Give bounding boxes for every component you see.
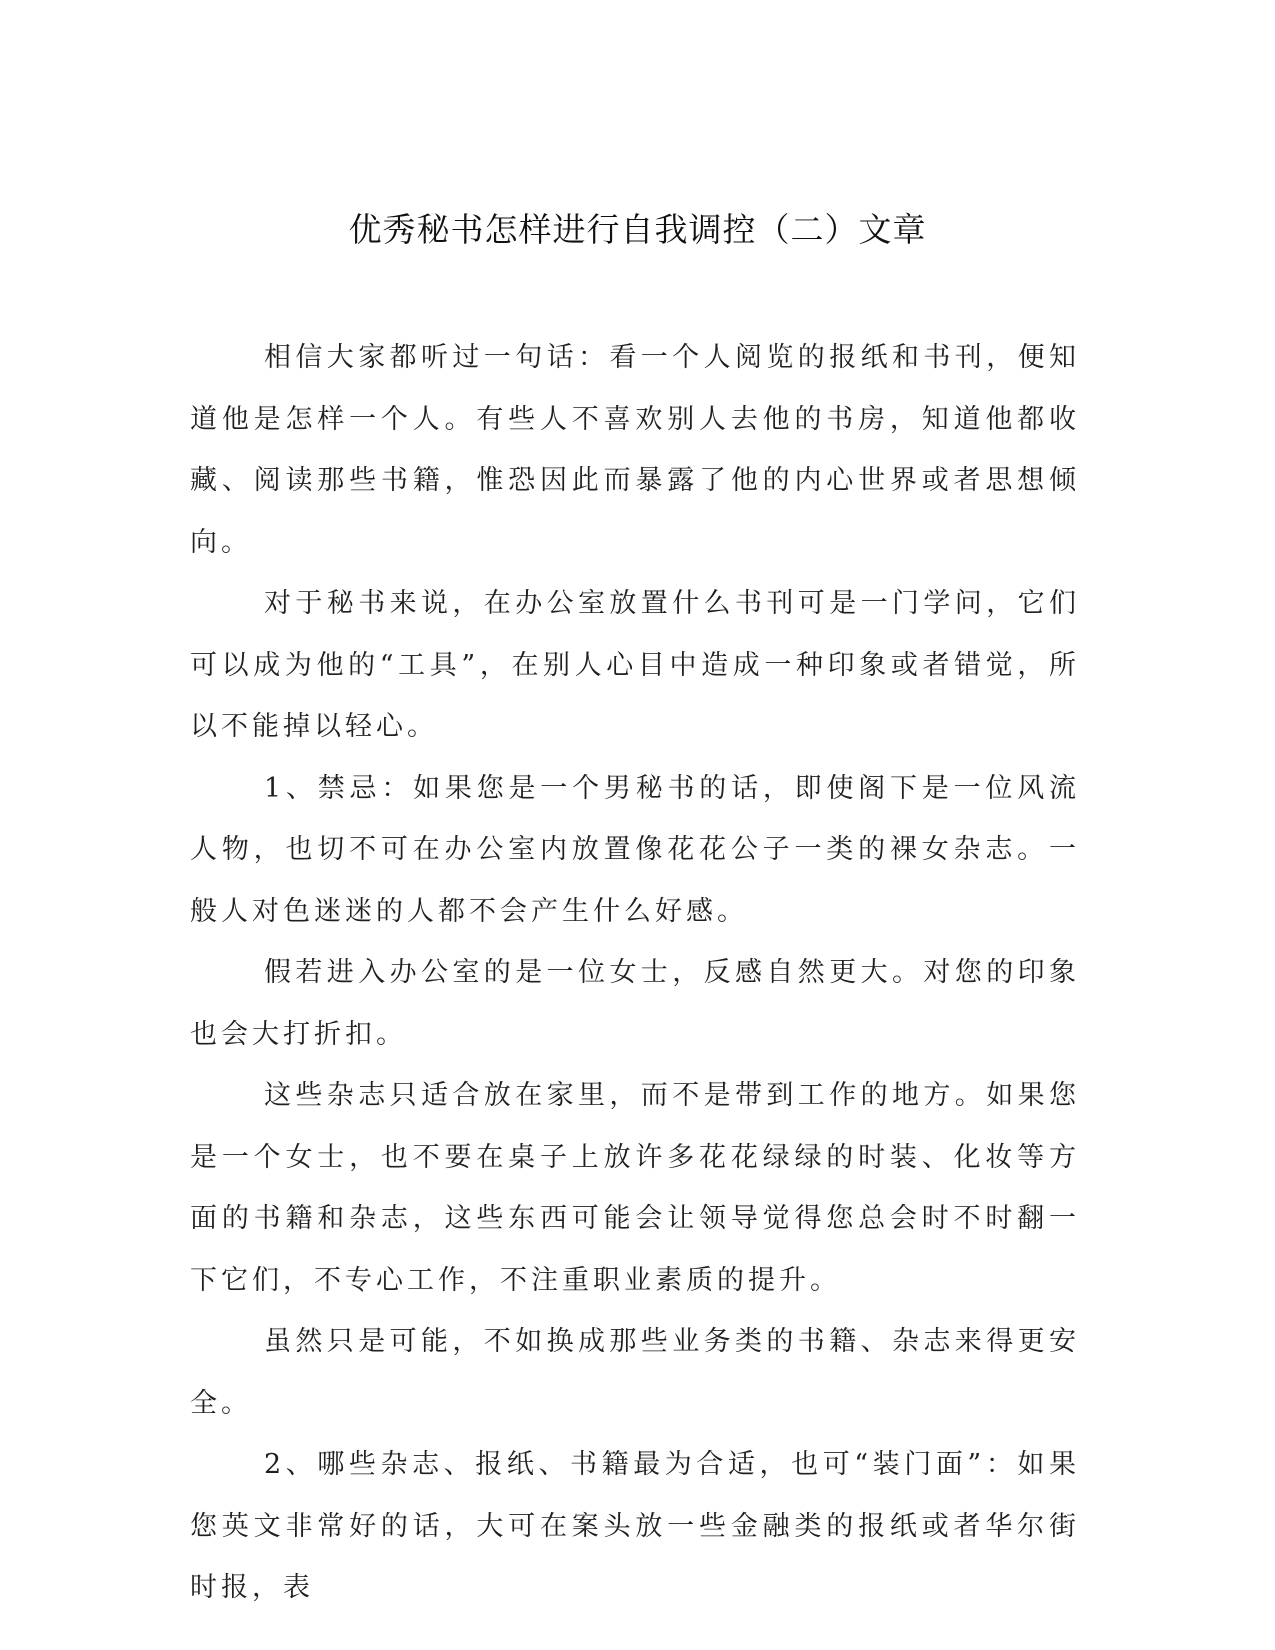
paragraph-3: 1、禁忌：如果您是一个男秘书的话，即使阁下是一位风流人物，也切不可在办公室内放置像花花公子一类的裸女杂志。一般人对色迷迷的人都不会产生什么好感。 [190, 772, 1080, 927]
document-title: 优秀秘书怎样进行自我调控（二）文章 [348, 210, 927, 249]
paragraph-2: 对于秘书来说，在办公室放置什么书刊可是一门学问，它们可以成为他的“工具”，在别人心目中造成一种印象或者错觉，所以不能掉以轻心。 [190, 588, 1080, 742]
paragraph-5: 这些杂志只适合放在家里，而不是带到工作的地方。如果您是一个女士，也不要在桌子上放许多花花绿绿的时装、化妆等方面的书籍和杂志，这些东西可能会让领导觉得您总会时不时翻一下它们，不专心工作，不注重职业素质的提升。 [190, 1080, 1080, 1296]
paragraph-7: 2、哪些杂志、报纸、书籍最为合适，也可“装门面”：如果您英文非常好的话，大可在案头放一些金融类的报纸或者华尔街时报，表 [190, 1449, 1080, 1603]
paragraph-1: 相信大家都听过一句话：看一个人阅览的报纸和书刊，便知道他是怎样一个人。有些人不喜欢别人去他的书房，知道他都收藏、阅读那些书籍，惟恐因此而暴露了他的内心世界或者思想倾向。 [190, 342, 1080, 558]
document-body [190, 327, 1080, 1619]
paragraph-6: 虽然只是可能，不如换成那些业务类的书籍、杂志来得更安全。 [190, 1326, 1080, 1419]
paragraph-4: 假若进入办公室的是一位女士，反感自然更大。对您的印象也会大打折扣。 [190, 957, 1080, 1050]
